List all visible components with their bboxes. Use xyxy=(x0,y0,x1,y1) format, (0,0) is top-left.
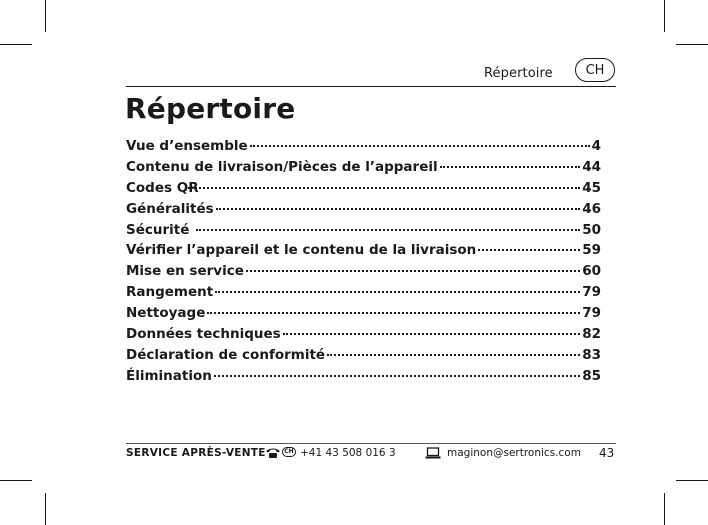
toc-entry-overview[interactable] xyxy=(126,138,601,159)
crop-mark-top-left-h xyxy=(0,44,32,45)
toc-entry-page: 79 xyxy=(582,305,601,322)
toc-entry-page: 59 xyxy=(582,242,601,259)
toc-entry-check-device[interactable] xyxy=(126,242,601,263)
toc-entry-general[interactable] xyxy=(126,201,601,222)
toc-entry-declaration[interactable] xyxy=(126,347,601,368)
toc-entry-title: Données techniques xyxy=(126,326,281,343)
toc-entry-title: Élimination xyxy=(126,367,212,384)
toc-entry-storage[interactable] xyxy=(126,284,601,305)
toc-entry-cleaning[interactable] xyxy=(126,305,601,326)
toc-entry-page: 46 xyxy=(582,200,601,217)
toc-leader-dots xyxy=(215,291,580,293)
table-of-contents xyxy=(126,138,601,389)
toc-entry-technical-data[interactable] xyxy=(126,326,601,347)
crop-mark-bottom-right-h xyxy=(676,480,708,481)
service-email[interactable]: maginon@sertronics.com xyxy=(447,447,581,459)
toc-entry-title: Contenu de livraison/Pièces de l’appareil xyxy=(126,158,438,175)
toc-entry-page: 85 xyxy=(582,367,601,384)
toc-entry-disposal[interactable] xyxy=(126,368,601,389)
toc-leader-dots xyxy=(246,270,580,272)
service-phone: +41 43 508 016 3 xyxy=(300,447,396,459)
toc-entry-page: 83 xyxy=(582,346,601,363)
toc-entry-page: 82 xyxy=(582,326,601,343)
toc-entry-title: Nettoyage xyxy=(126,305,206,322)
toc-leader-dots xyxy=(207,312,580,314)
toc-leader-dots xyxy=(478,249,580,251)
toc-entry-qr-codes[interactable] xyxy=(126,180,601,201)
toc-entry-contents[interactable] xyxy=(126,159,601,180)
crop-mark-top-left-v xyxy=(45,0,46,32)
toc-entry-title: Généralités xyxy=(126,200,214,217)
crop-mark-bottom-left-v xyxy=(45,493,46,525)
crop-mark-top-right-h xyxy=(676,44,708,45)
toc-leader-dots xyxy=(216,208,581,210)
phone-icon xyxy=(265,447,281,459)
toc-entry-page: 60 xyxy=(582,263,601,280)
toc-leader-dots xyxy=(214,375,580,377)
laptop-icon xyxy=(425,447,441,459)
toc-entry-title: Vue d’ensemble xyxy=(126,138,248,154)
toc-leader-dots xyxy=(327,354,580,356)
toc-leader-dots xyxy=(440,166,581,168)
toc-entry-page: 44 xyxy=(582,158,601,175)
toc-leader-dots xyxy=(188,187,580,189)
toc-leader-dots xyxy=(250,145,590,147)
toc-leader-dots xyxy=(283,333,581,335)
toc-entry-page: 50 xyxy=(582,221,601,238)
toc-entry-title: Codes QR xyxy=(126,179,199,196)
toc-entry-safety[interactable] xyxy=(126,222,601,243)
toc-leader-dots xyxy=(196,229,580,231)
phone-country-badge: CH xyxy=(282,447,296,457)
toc-entry-title: Déclaration de conformité xyxy=(126,346,326,363)
country-badge: CH xyxy=(575,58,615,82)
crop-mark-bottom-right-v xyxy=(664,493,665,525)
toc-entry-page: 4 xyxy=(591,138,601,154)
page-title: Répertoire xyxy=(125,92,296,125)
toc-entry-title: Sécurité xyxy=(126,221,190,238)
crop-mark-top-right-v xyxy=(664,0,665,32)
toc-entry-title: Vérifier l’appareil et le contenu de la livraison xyxy=(126,242,477,259)
toc-entry-title: Rangement xyxy=(126,284,214,301)
toc-entry-page: 45 xyxy=(582,179,601,196)
toc-entry-setup[interactable] xyxy=(126,263,601,284)
toc-entry-title: Mise en service xyxy=(126,263,244,280)
header-rule xyxy=(126,86,616,87)
toc-entry-page: 79 xyxy=(582,284,601,301)
page-number: 43 xyxy=(599,446,615,460)
service-label: SERVICE APRÈS-VENTE xyxy=(126,447,266,459)
footer-rule xyxy=(126,443,616,444)
header-section-label: Répertoire xyxy=(484,66,553,81)
crop-mark-bottom-left-h xyxy=(0,480,32,481)
